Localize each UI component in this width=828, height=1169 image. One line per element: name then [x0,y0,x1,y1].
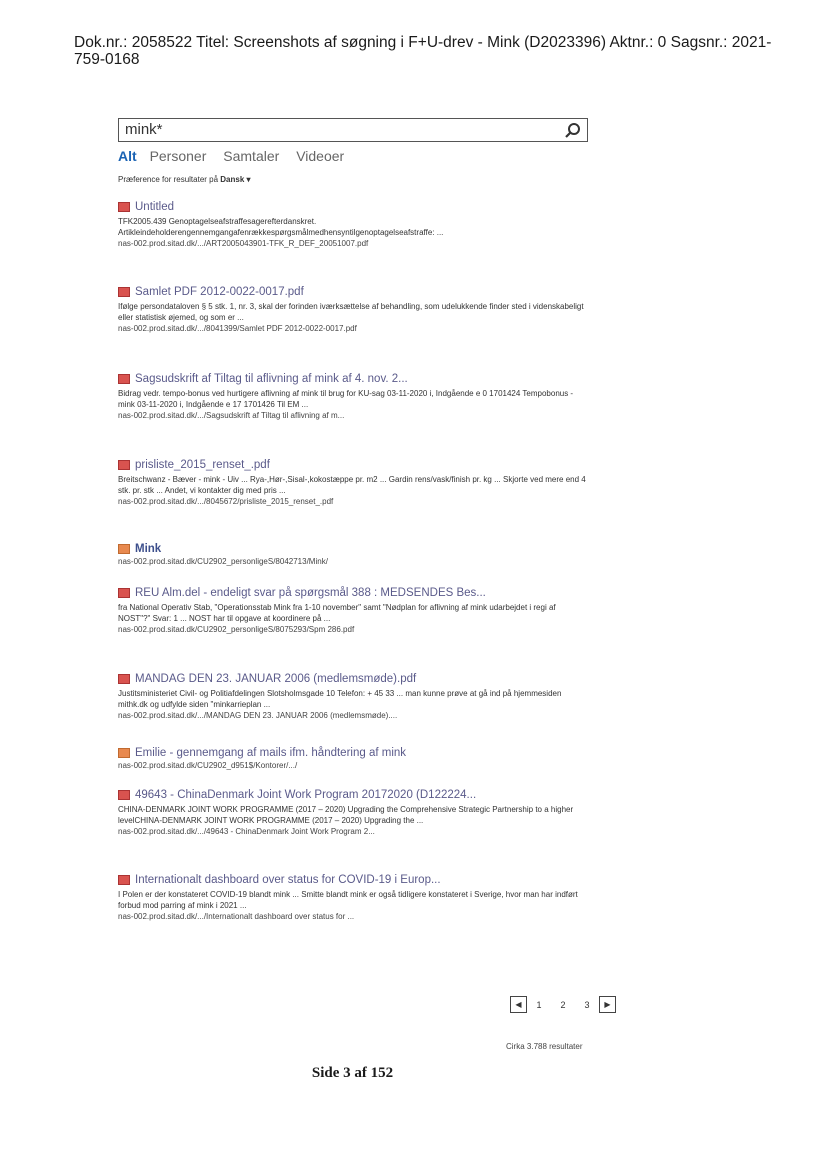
result-url: nas-002.prod.sitad.dk/.../MANDAG DEN 23. JANUAR 2006 (medlemsmøde).... [118,711,398,720]
search-icon[interactable] [563,121,583,141]
result-title-link[interactable]: Untitled [118,200,588,214]
language-preference [118,175,251,184]
result-item [118,542,588,586]
result-title-link[interactable]: prisliste_2015_renset_.pdf [118,458,588,472]
tab-personer[interactable]: Personer [149,148,207,164]
tab-samtaler[interactable]: Samtaler [223,148,280,164]
page-link-2[interactable]: 2 [560,999,566,1010]
result-snippet: Bidrag vedr. tempo-bonus ved hurtigere aflivning af mink til brug for KU-sag 03-11-2020 i, Indgående e 0 1701424 Tempobonus - mink 03-11-2020 i, Indgående e 17 1701426 Til EM ... [118,389,574,409]
pdf-icon [118,875,130,885]
result-title-link[interactable]: Internationalt dashboard over status for COVID-19 i Europ... [118,873,588,887]
result-item [118,372,588,458]
result-title-link[interactable]: Samlet PDF 2012-0022-0017.pdf [118,285,588,299]
result-url: nas-002.prod.sitad.dk/.../49643 - ChinaDenmark Joint Work Program 2... [118,827,375,836]
preference-label: Præference for resultater på [118,175,219,184]
result-item [118,458,588,542]
results-list [118,200,588,945]
page-number-footer: Side 3 af 152 [311,1065,394,1081]
result-title-link[interactable]: 49643 - ChinaDenmark Joint Work Program 20172020 (D122224... [118,788,588,802]
result-snippet: Ifølge persondataloven § 5 stk. 1, nr. 3, skal der forinden iværksættelse af behandling, som udelukkende finder sted i videnskabeligt eller statistisk øjemed, og som er ... [118,302,584,322]
result-title-link[interactable]: MANDAG DEN 23. JANUAR 2006 (medlemsmøde).pdf [118,672,588,686]
result-snippet: I Polen er der konstateret COVID-19 blandt mink ... Smitte blandt mink er også tidligere konstateret i Sverige, hvor man har indført forbud mod parring af mink i 2021 ... [118,890,578,910]
page-link-1[interactable]: 1 [536,999,542,1010]
result-url: nas-002.prod.sitad.dk/CU2902_d951$/Kontorer/.../ [118,761,298,770]
tab-videoer[interactable]: Videoer [296,148,345,164]
result-snippet: TFK2005.439 Genoptagelseafstraffesagerefterdanskret. Artikleindeholderengennemgangafenrækkespørgsmålmedhensyntilgenoptagelseafstraffe: ... [118,217,444,237]
search-input[interactable]: mink* [125,121,163,138]
result-item [118,285,588,372]
result-count: Cirka 3.788 resultater [506,1042,583,1051]
pdf-icon [118,202,130,212]
result-url: nas-002.prod.sitad.dk/.../ART2005043901-TFK_R_DEF_20051007.pdf [118,239,369,248]
result-item [118,788,588,873]
result-url: nas-002.prod.sitad.dk/.../8041399/Samlet PDF 2012-0022-0017.pdf [118,324,357,333]
result-snippet: CHINA-DENMARK JOINT WORK PROGRAMME (2017 – 2020) Upgrading the Comprehensive Strategic Partnership to a higher levelCHINA-DENMARK JOINT WORK PROGRAMME (2017 – 2020) Upgrading the ... [118,805,574,825]
result-item [118,672,588,746]
folder-icon [118,748,130,758]
prev-page-button[interactable]: ◀ [510,996,527,1013]
result-item [118,746,588,788]
tab-alt[interactable]: Alt [118,148,137,164]
result-item [118,200,588,285]
result-item [118,586,588,672]
pdf-icon [118,674,130,684]
search-tabs [118,148,357,164]
result-url: nas-002.prod.sitad.dk/CU2902_personligeS/8075293/Spm 286.pdf [118,625,355,634]
result-snippet: fra National Operativ Stab, "Operationsstab Mink fra 1-10 november" samt "Nødplan for aflivning af mink udarbejdet i regi af NOST"?" Svar: 1 ... NOST har til opgave at koordinere på ... [118,603,556,623]
result-title-link[interactable]: REU Alm.del - endeligt svar på spørgsmål 388 : MEDSENDES Bes... [118,586,588,600]
language-dropdown[interactable]: Dansk ▾ [220,175,251,184]
result-title-link[interactable]: Mink [118,542,588,556]
result-url: nas-002.prod.sitad.dk/.../Sagsudskrift af Tiltag til aflivning af m... [118,411,345,420]
result-snippet: Breitschwanz - Bæver - mink - Uiv ... Rya-,Hør-,Sisal-,kokostæppe pr. m2 ... Gardin rens/vask/finish pr. kg ... Skjorte ved mere end 4 stk. pr. stk ... Andet, vi kontakter dig med pris ... [118,475,586,495]
result-snippet: Justitsministeriet Civil- og Politiafdelingen Slotsholmsgade 10 Telefon: + 45 33 ... man kunne prøve at gå ind på hjemmesiden mithk.dk og udfylde siden "minkarrieplan ... [118,689,562,709]
folder-icon [118,544,130,554]
page-link-3[interactable]: 3 [584,999,590,1010]
search-box[interactable] [118,118,588,142]
result-item [118,873,588,945]
next-page-button[interactable]: ▶ [599,996,616,1013]
pdf-icon [118,374,130,384]
result-title-link[interactable]: Sagsudskrift af Tiltag til aflivning af mink af 4. nov. 2... [118,372,588,386]
result-url: nas-002.prod.sitad.dk/CU2902_personligeS/8042713/Mink/ [118,557,328,566]
pagination [510,996,616,1013]
document-header: Dok.nr.: 2058522 Titel: Screenshots af søgning i F+U-drev - Mink (D2023396) Aktnr.: 0 Sagsnr.: 2021-759-0168 [74,34,772,68]
result-url: nas-002.prod.sitad.dk/.../Internationalt dashboard over status for ... [118,912,355,921]
pdf-icon [118,460,130,470]
result-title-link[interactable]: Emilie - gennemgang af mails ifm. håndtering af mink [118,746,588,760]
pdf-icon [118,287,130,297]
pdf-icon [118,790,130,800]
pdf-icon [118,588,130,598]
result-url: nas-002.prod.sitad.dk/.../8045672/prisliste_2015_renset_.pdf [118,497,334,506]
